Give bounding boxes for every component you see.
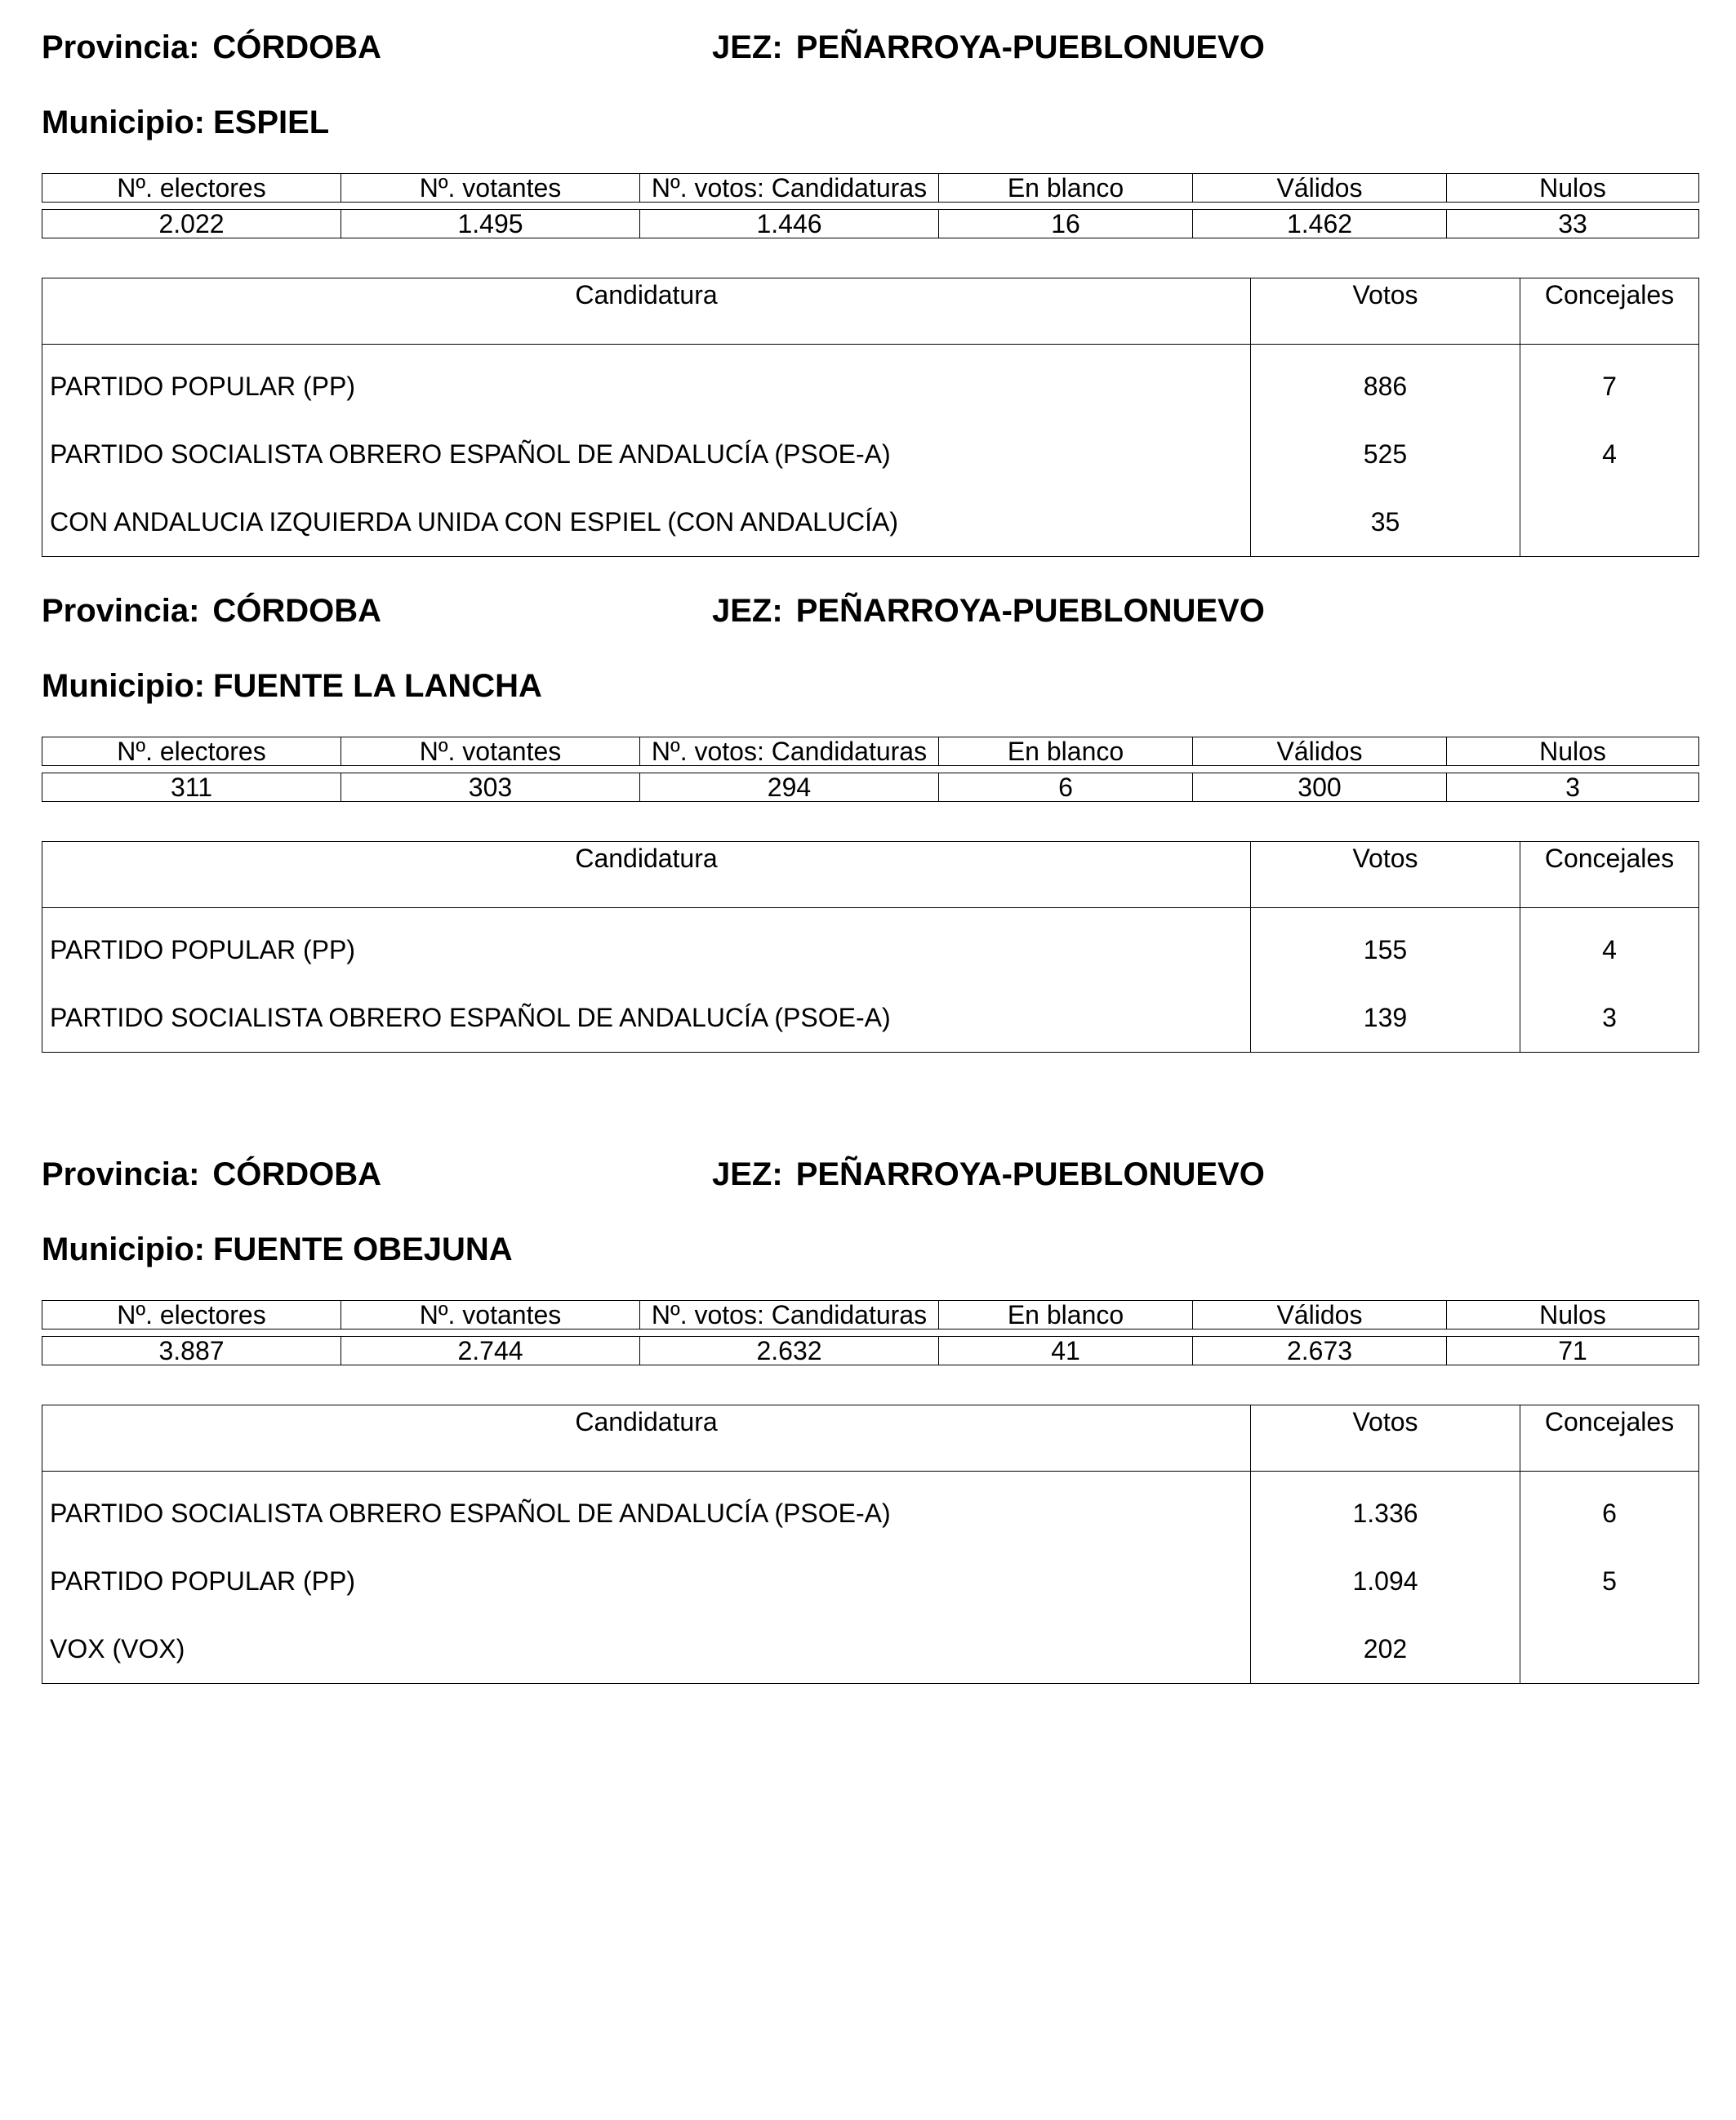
concejales-value: 3	[1602, 1003, 1617, 1032]
value-validos: 1.462	[1193, 210, 1447, 238]
jez-label: JEZ:	[712, 593, 783, 629]
results-header-row	[42, 278, 1699, 345]
value-en-blanco: 16	[939, 210, 1193, 238]
votos-value: 886	[1251, 353, 1520, 421]
results-header-row	[42, 842, 1699, 908]
header-candidatura: Candidatura	[42, 1405, 1251, 1472]
municipio-heading	[42, 1233, 513, 1266]
results-table	[42, 1405, 1699, 1684]
provincia-value: CÓRDOBA	[212, 593, 382, 629]
header-en-blanco: En blanco	[939, 737, 1193, 766]
municipio-label: Municipio:	[42, 1231, 205, 1267]
votos-value: 155	[1251, 916, 1520, 984]
header-votantes: Nº. votantes	[341, 737, 640, 766]
value-nulos: 33	[1447, 210, 1699, 238]
provincia-label: Provincia:	[42, 593, 200, 629]
header-en-blanco: En blanco	[939, 1301, 1193, 1329]
value-en-blanco: 6	[939, 773, 1193, 802]
value-validos: 300	[1193, 773, 1447, 802]
jez-heading	[712, 595, 1265, 627]
concejales-value	[1520, 488, 1699, 557]
table-row	[42, 1615, 1699, 1684]
table-row	[42, 353, 1699, 421]
candidatura-name: PARTIDO POPULAR (PP)	[42, 916, 1251, 984]
candidatura-name: CON ANDALUCIA IZQUIERDA UNIDA CON ESPIEL (CON ANDALUCÍA)	[42, 488, 1251, 557]
municipio-heading	[42, 670, 542, 702]
value-nulos: 71	[1447, 1337, 1699, 1365]
jez-label: JEZ:	[712, 29, 783, 65]
header-votos-candidaturas: Nº. votos: Candidaturas	[640, 1301, 939, 1329]
concejales-value: 4	[1602, 439, 1617, 469]
summary-values-row	[42, 210, 1699, 238]
table-row	[42, 488, 1699, 557]
provincia-heading	[42, 1158, 381, 1191]
header-nulos: Nulos	[1447, 1301, 1699, 1329]
concejales-value: 5	[1602, 1566, 1617, 1596]
value-electores: 311	[42, 773, 341, 802]
header-validos: Válidos	[1193, 1301, 1447, 1329]
header-nulos: Nulos	[1447, 174, 1699, 203]
provincia-heading	[42, 595, 381, 627]
header-votos-candidaturas: Nº. votos: Candidaturas	[640, 174, 939, 203]
jez-value: PEÑARROYA-PUEBLONUEVO	[795, 593, 1265, 629]
jez-value: PEÑARROYA-PUEBLONUEVO	[795, 29, 1265, 65]
municipio-heading	[42, 106, 329, 139]
header-votantes: Nº. votantes	[341, 174, 640, 203]
value-votos-candidaturas: 2.632	[640, 1337, 939, 1365]
header-votos: Votos	[1251, 842, 1520, 908]
candidatura-name: PARTIDO SOCIALISTA OBRERO ESPAÑOL DE ANDALUCÍA (PSOE-A)	[42, 421, 1251, 488]
provincia-value: CÓRDOBA	[212, 1156, 382, 1192]
results-table	[42, 278, 1699, 557]
header-electores: Nº. electores	[42, 737, 341, 766]
header-concejales: Concejales	[1520, 1405, 1699, 1472]
table-row	[42, 916, 1699, 984]
municipio-label: Municipio:	[42, 105, 205, 140]
provincia-heading	[42, 31, 381, 64]
header-votos: Votos	[1251, 1405, 1520, 1472]
value-en-blanco: 41	[939, 1337, 1193, 1365]
candidatura-name: PARTIDO SOCIALISTA OBRERO ESPAÑOL DE ANDALUCÍA (PSOE-A)	[42, 1480, 1251, 1548]
header-en-blanco: En blanco	[939, 174, 1193, 203]
table-row	[42, 1548, 1699, 1615]
concejales-value	[1520, 1615, 1699, 1684]
value-votantes: 2.744	[341, 1337, 640, 1365]
header-validos: Válidos	[1193, 174, 1447, 203]
provincia-value: CÓRDOBA	[212, 29, 382, 65]
candidatura-name: PARTIDO POPULAR (PP)	[42, 1548, 1251, 1615]
jez-heading	[712, 31, 1265, 64]
candidatura-name: PARTIDO SOCIALISTA OBRERO ESPAÑOL DE ANDALUCÍA (PSOE-A)	[42, 984, 1251, 1053]
value-votantes: 303	[341, 773, 640, 802]
summary-table	[42, 737, 1699, 802]
value-nulos: 3	[1447, 773, 1699, 802]
table-row	[42, 421, 1699, 488]
header-concejales: Concejales	[1520, 278, 1699, 345]
votos-value: 35	[1251, 488, 1520, 557]
summary-values-row	[42, 773, 1699, 802]
value-electores: 2.022	[42, 210, 341, 238]
header-votantes: Nº. votantes	[341, 1301, 640, 1329]
header-candidatura: Candidatura	[42, 842, 1251, 908]
header-electores: Nº. electores	[42, 174, 341, 203]
header-concejales: Concejales	[1520, 842, 1699, 908]
value-votos-candidaturas: 1.446	[640, 210, 939, 238]
municipio-label: Municipio:	[42, 668, 205, 704]
votos-value: 139	[1251, 984, 1520, 1053]
value-votos-candidaturas: 294	[640, 773, 939, 802]
concejales-value: 4	[1602, 935, 1617, 964]
provincia-label: Provincia:	[42, 1156, 200, 1192]
value-electores: 3.887	[42, 1337, 341, 1365]
table-row	[42, 984, 1699, 1053]
summary-values-row	[42, 1337, 1699, 1365]
votos-value: 202	[1251, 1615, 1520, 1684]
concejales-value: 7	[1602, 372, 1617, 401]
header-candidatura: Candidatura	[42, 278, 1251, 345]
header-nulos: Nulos	[1447, 737, 1699, 766]
summary-header-row	[42, 1301, 1699, 1329]
jez-heading	[712, 1158, 1265, 1191]
municipio-value: ESPIEL	[212, 105, 330, 140]
header-votos-candidaturas: Nº. votos: Candidaturas	[640, 737, 939, 766]
jez-label: JEZ:	[712, 1156, 783, 1192]
candidatura-name: VOX (VOX)	[42, 1615, 1251, 1684]
provincia-label: Provincia:	[42, 29, 200, 65]
municipio-value: FUENTE OBEJUNA	[212, 1231, 513, 1267]
votos-value: 525	[1251, 421, 1520, 488]
summary-table	[42, 1300, 1699, 1365]
header-electores: Nº. electores	[42, 1301, 341, 1329]
votos-value: 1.336	[1251, 1480, 1520, 1548]
summary-header-row	[42, 737, 1699, 766]
table-row	[42, 1480, 1699, 1548]
value-validos: 2.673	[1193, 1337, 1447, 1365]
results-table	[42, 841, 1699, 1053]
header-validos: Válidos	[1193, 737, 1447, 766]
value-votantes: 1.495	[341, 210, 640, 238]
municipio-value: FUENTE LA LANCHA	[212, 668, 542, 704]
candidatura-name: PARTIDO POPULAR (PP)	[42, 353, 1251, 421]
results-header-row	[42, 1405, 1699, 1472]
votos-value: 1.094	[1251, 1548, 1520, 1615]
jez-value: PEÑARROYA-PUEBLONUEVO	[795, 1156, 1265, 1192]
header-votos: Votos	[1251, 278, 1520, 345]
summary-header-row	[42, 174, 1699, 203]
summary-table	[42, 173, 1699, 238]
concejales-value: 6	[1602, 1499, 1617, 1528]
